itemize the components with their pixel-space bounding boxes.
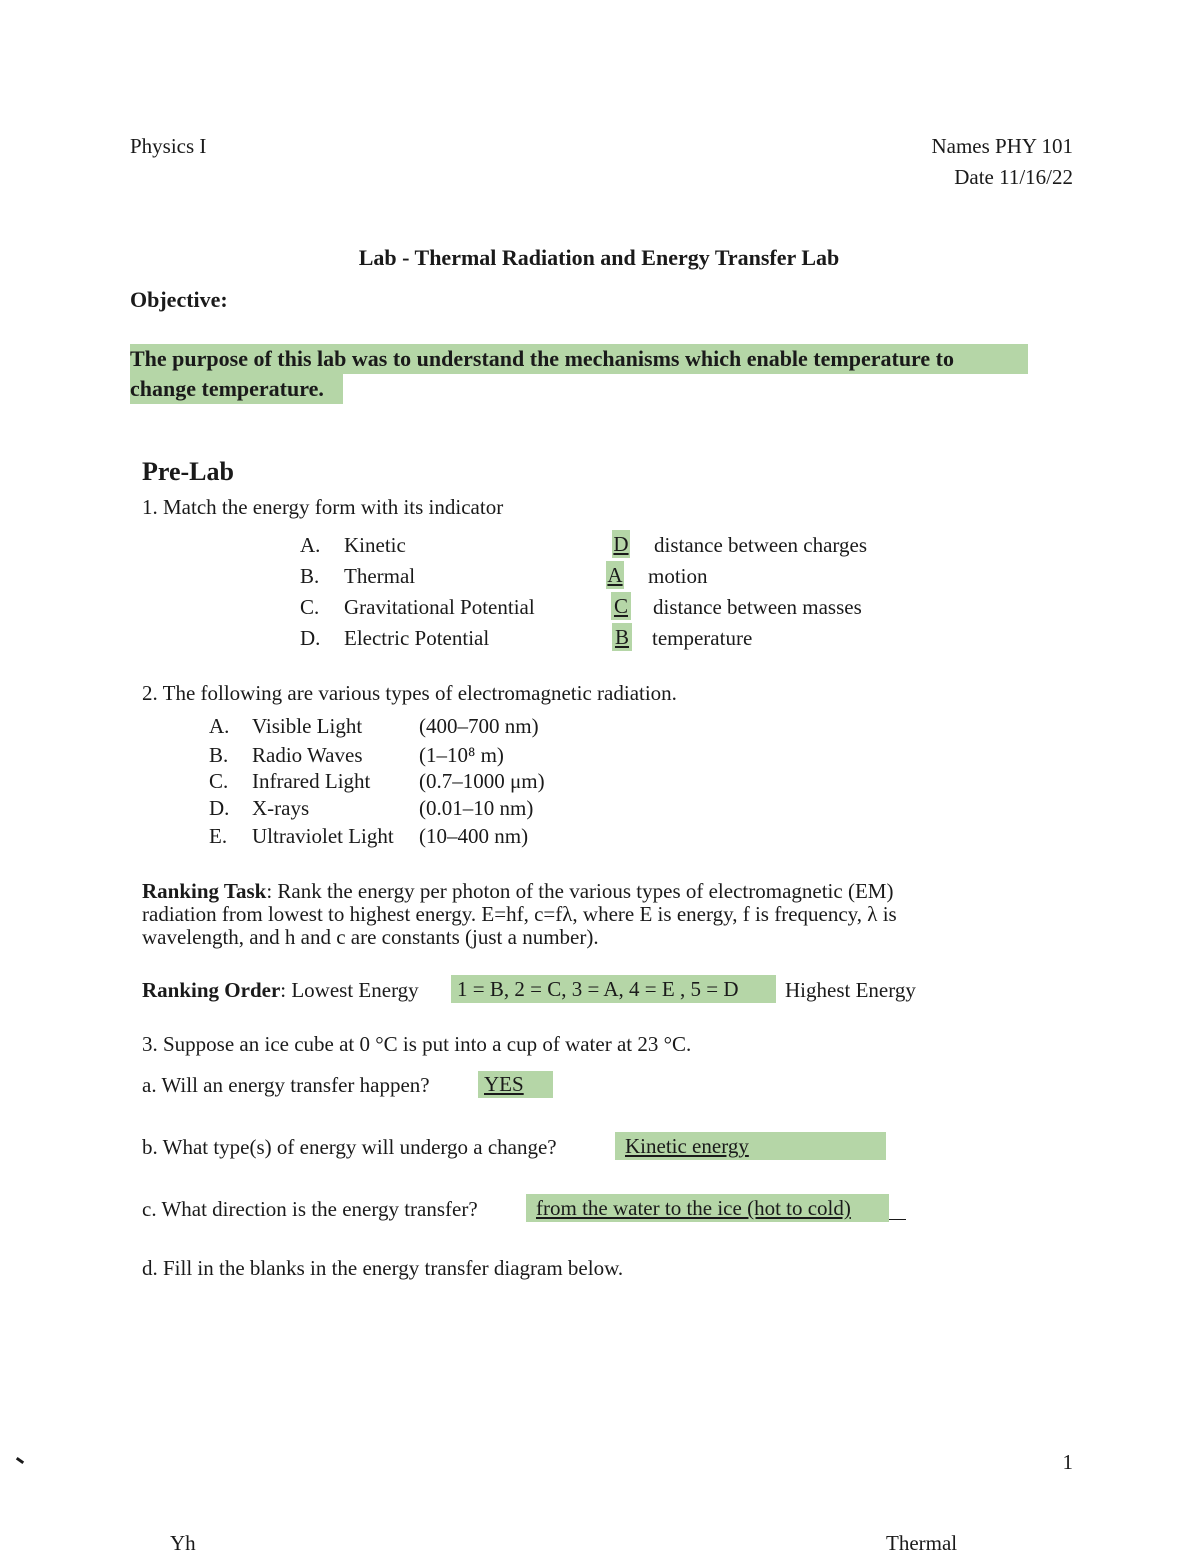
q2-item-a-letter: A. <box>209 714 230 738</box>
q1-option-a-letter: A. <box>300 533 321 557</box>
q1-answer-4: B <box>612 623 632 651</box>
ranking-task-text: : Rank the energy per photon of the various types of electromagnetic (EM) <box>266 879 894 903</box>
q3d-prompt: d. Fill in the blanks in the energy transfer diagram below. <box>142 1256 624 1280</box>
q2-item-b-range: (1–10⁸ m) <box>419 743 504 767</box>
footer-right-text: Thermal <box>886 1531 958 1555</box>
q2-item-d-range: (0.01–10 nm) <box>419 796 534 820</box>
q1-option-b-text: Thermal <box>344 564 416 588</box>
q1-answer-2: A <box>607 563 623 587</box>
q2-item-b-name: Radio Waves <box>252 743 363 767</box>
ranking-task-line3: wavelength, and h and c are constants (just a number). <box>142 925 599 949</box>
ranking-task-line2: radiation from lowest to highest energy. E=hf, c=fλ, where E is energy, f is frequency, λ is <box>142 902 897 926</box>
ranking-order-answer: 1 = B, 2 = C, 3 = A, 4 = E , 5 = D <box>451 975 776 1003</box>
names-field: Names PHY 101 <box>931 134 1073 158</box>
ranking-order-row <box>142 978 419 1003</box>
q1-indicator-3: distance between masses <box>653 595 862 619</box>
q2-item-b-letter: B. <box>209 743 229 767</box>
q2-item-e-name: Ultraviolet Light <box>252 824 394 848</box>
q2-item-d-letter: D. <box>209 796 230 820</box>
page-title: Lab - Thermal Radiation and Energy Transfer Lab <box>358 245 840 270</box>
q1-prompt: 1. Match the energy form with its indicator <box>142 495 504 519</box>
q1-indicator-4: temperature <box>652 626 753 650</box>
q1-indicator-1: distance between charges <box>654 533 868 557</box>
q3b-prompt: b. What type(s) of energy will undergo a change? <box>142 1135 557 1159</box>
q1-answer-1: D <box>613 532 629 556</box>
q1-option-d-text: Electric Potential <box>344 626 490 650</box>
q3c-prompt: c. What direction is the energy transfer? <box>142 1197 478 1221</box>
ranking-order-lowest: : Lowest Energy <box>280 978 419 1002</box>
objective-text-line1: The purpose of this lab was to understand the mechanisms which enable temperature to <box>130 344 1028 374</box>
ranking-order-highest: Highest Energy <box>785 978 916 1002</box>
q2-item-e-letter: E. <box>209 824 228 848</box>
q2-item-a-name: Visible Light <box>252 714 363 738</box>
q2-item-d-name: X-rays <box>252 796 310 820</box>
ranking-task-line1 <box>142 879 893 904</box>
ranking-task-label: Ranking Task <box>142 879 267 903</box>
date-field: Date 11/16/22 <box>954 165 1073 189</box>
prelab-heading: Pre-Lab <box>142 457 234 486</box>
q3b-answer: Kinetic energy <box>615 1132 886 1160</box>
objective-label: Objective: <box>130 287 228 312</box>
q2-item-e-range: (10–400 nm) <box>419 824 529 848</box>
q2-item-c-name: Infrared Light <box>252 769 371 793</box>
q2-prompt: 2. The following are various types of electromagnetic radiation. <box>142 681 677 705</box>
q3c-answer-trailing-blank <box>889 1219 906 1220</box>
q2-item-c-range: (0.7–1000 μm) <box>419 769 545 793</box>
page-number: 1 <box>1062 1450 1073 1474</box>
q1-option-c-text: Gravitational Potential <box>344 595 535 619</box>
stray-mark <box>16 1457 24 1464</box>
ranking-order-label: Ranking Order <box>142 978 281 1002</box>
q3-prompt: 3. Suppose an ice cube at 0 °C is put into a cup of water at 23 °C. <box>142 1032 692 1056</box>
q2-item-a-range: (400–700 nm) <box>419 714 539 738</box>
q1-answer-3: C <box>611 592 631 620</box>
q1-option-c-letter: C. <box>300 595 320 619</box>
q3c-answer: from the water to the ice (hot to cold) <box>526 1194 889 1222</box>
q1-option-d-letter: D. <box>300 626 321 650</box>
q1-indicator-2: motion <box>648 564 708 588</box>
q3a-prompt: a. Will an energy transfer happen? <box>142 1073 430 1097</box>
q1-option-a-text: Kinetic <box>344 533 406 557</box>
footer-left-text: Yh <box>170 1531 196 1555</box>
course-name: Physics I <box>130 134 207 158</box>
q1-option-b-letter: B. <box>300 564 320 588</box>
objective-text-line2: change temperature. <box>130 374 343 404</box>
q2-item-c-letter: C. <box>209 769 229 793</box>
q3a-answer: YES <box>478 1071 553 1098</box>
